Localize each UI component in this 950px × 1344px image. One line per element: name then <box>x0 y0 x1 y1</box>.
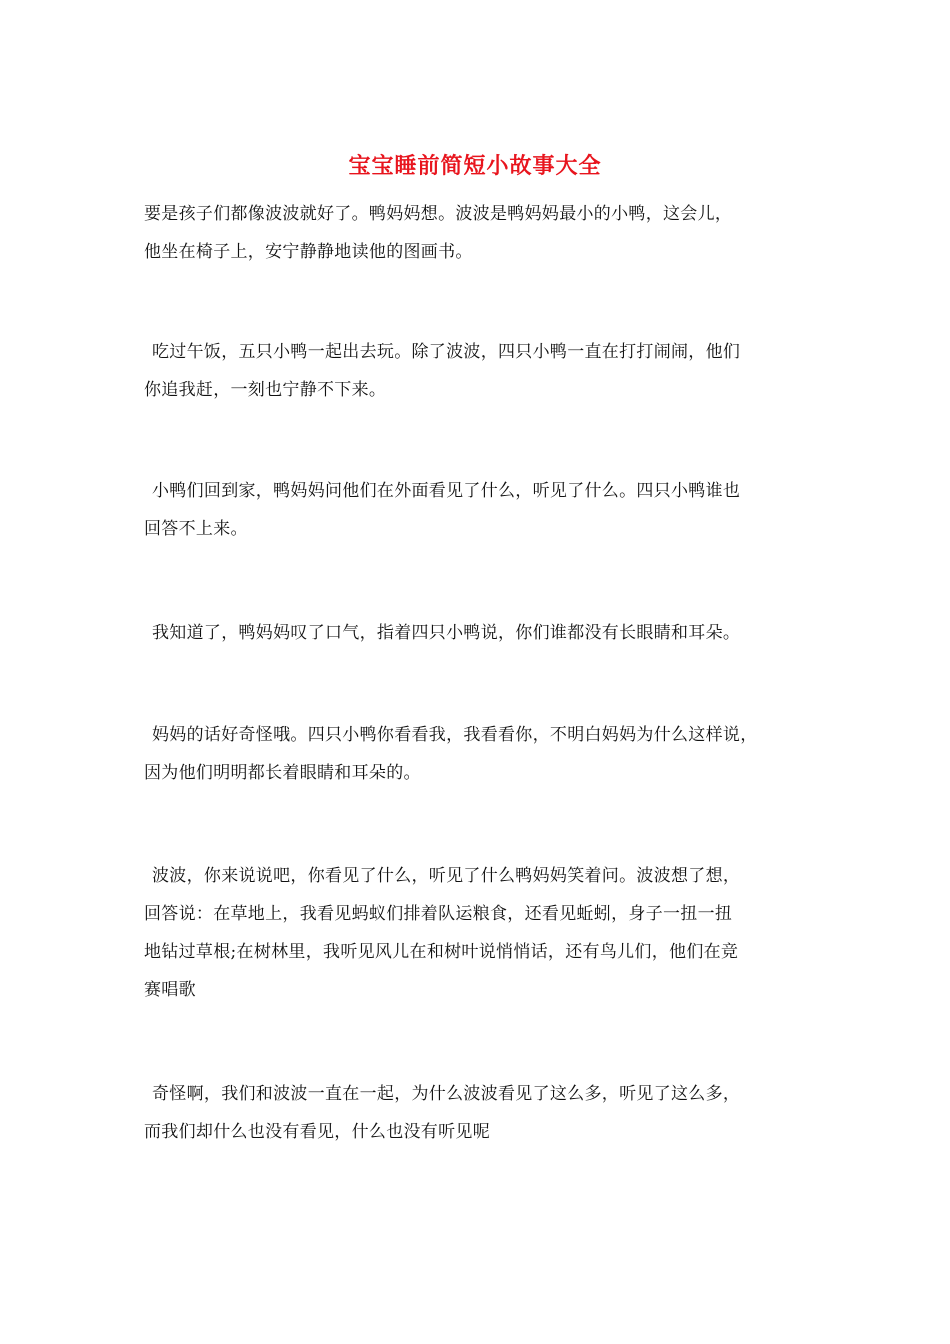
paragraph-line: 妈妈的话好奇怪哦。四只小鸭你看看我，我看看你，不明白妈妈为什么这样说， <box>152 725 758 745</box>
paragraph-line: 他坐在椅子上，安宁静静地读他的图画书。 <box>144 242 473 262</box>
paragraph-line: 赛唱歌 <box>144 980 196 1000</box>
paragraph-line: 要是孩子们都像波波就好了。鸭妈妈想。波波是鸭妈妈最小的小鸭，这会儿， <box>144 204 733 224</box>
paragraph-line: 吃过午饭，五只小鸭一起出去玩。除了波波，四只小鸭一直在打打闹闹，他们 <box>152 342 741 362</box>
paragraph-line: 我知道了，鸭妈妈叹了口气，指着四只小鸭说，你们谁都没有长眼睛和耳朵。 <box>152 623 741 643</box>
paragraph-line: 而我们却什么也没有看见，什么也没有听见呢 <box>144 1122 490 1142</box>
paragraph-line: 回答说：在草地上，我看见蚂蚁们排着队运粮食，还看见蚯蚓，身子一扭一扭 <box>144 904 733 924</box>
paragraph-line: 你追我赶，一刻也宁静不下来。 <box>144 380 387 400</box>
paragraph-line: 波波，你来说说吧，你看见了什么，听见了什么鸭妈妈笑着问。波波想了想， <box>152 866 741 886</box>
paragraph-line: 奇怪啊，我们和波波一直在一起，为什么波波看见了这么多，听见了这么多， <box>152 1084 741 1104</box>
paragraph-6 <box>144 857 814 1009</box>
paragraph-5 <box>144 716 814 792</box>
paragraph-line: 地钻过草根;在树林里，我听见风儿在和树叶说悄悄话，还有鸟儿们，他们在竞 <box>144 942 739 962</box>
document-title: 宝宝睡前简短小故事大全 <box>348 153 602 179</box>
paragraph-line: 因为他们明明都长着眼睛和耳朵的。 <box>144 763 421 783</box>
paragraph-1 <box>144 195 814 271</box>
paragraph-3 <box>144 472 814 548</box>
paragraph-7 <box>144 1075 814 1151</box>
paragraph-line: 小鸭们回到家，鸭妈妈问他们在外面看见了什么，听见了什么。四只小鸭谁也 <box>152 481 741 501</box>
paragraph-2 <box>144 333 814 409</box>
paragraph-4 <box>144 614 814 652</box>
paragraph-line: 回答不上来。 <box>144 519 248 539</box>
